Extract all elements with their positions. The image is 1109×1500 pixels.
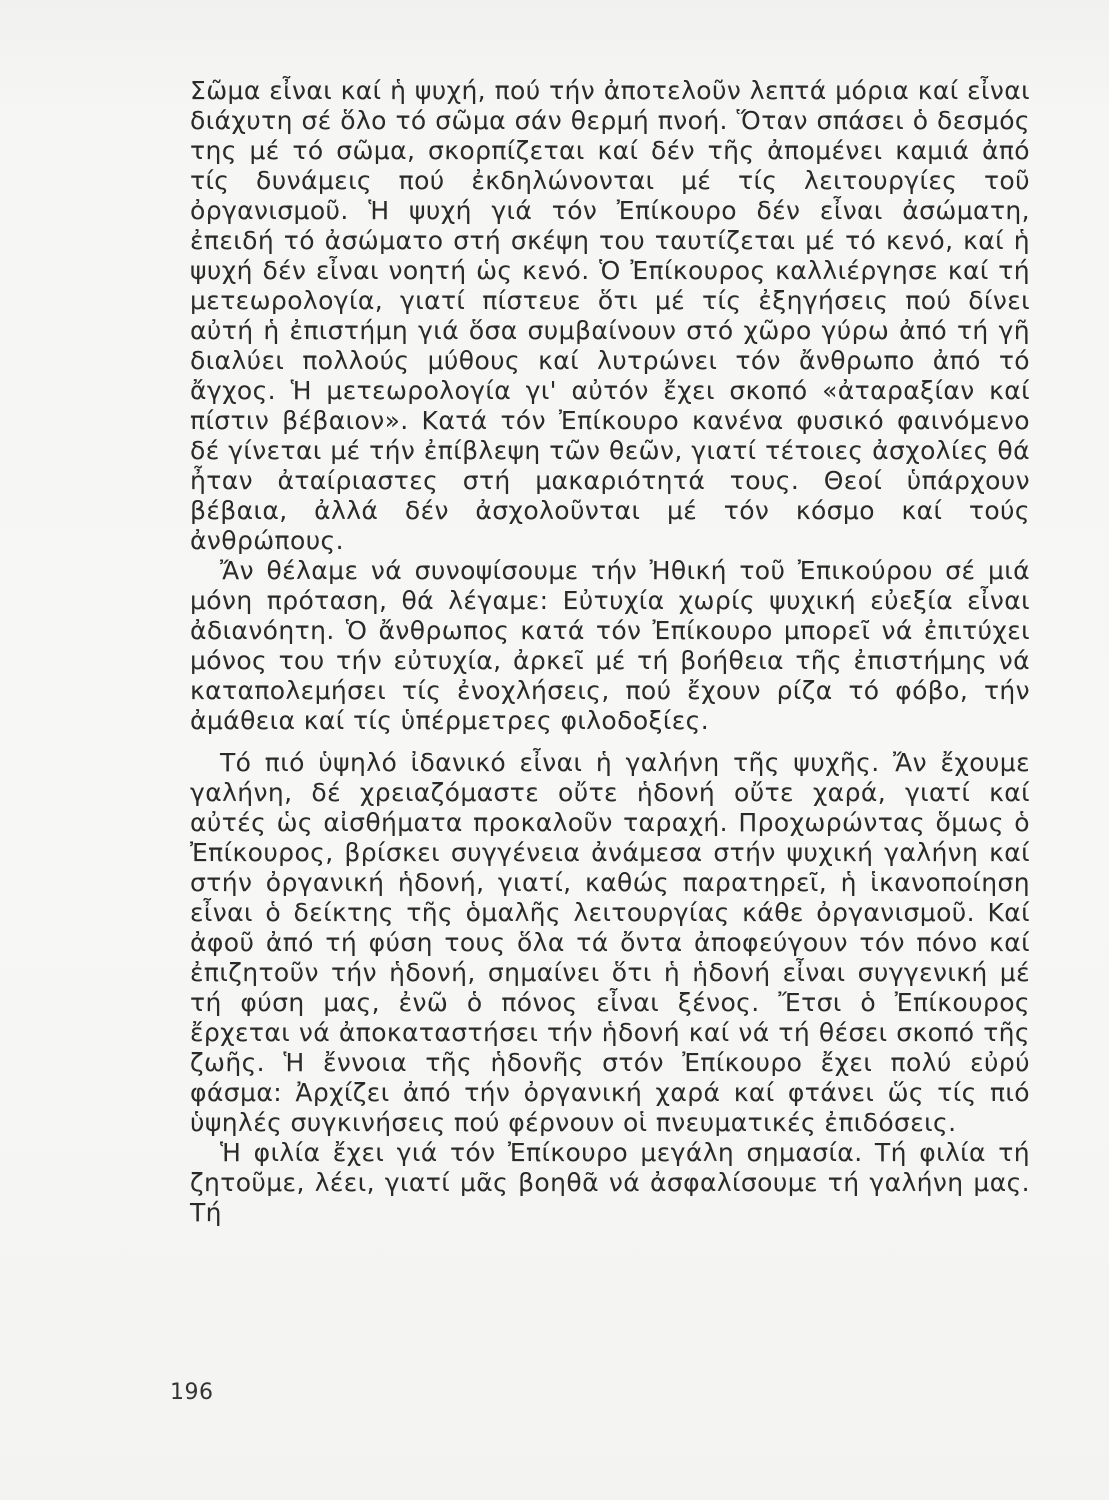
paragraph-1: Σῶμα εἶναι καί ἡ ψυχή, πού τήν ἀποτελοῦν λεπτά μόρια καί εἶναι διάχυτη σέ ὅλο τό σῶμα σάν θερμή πνοή. Ὅταν σπάσει ὁ δεσμός της μέ τό σῶμα, σκορπίζεται καί δέν τῆς ἀπομένει καμιά ἀπό τίς δυνάμεις πού ἐκδηλώνονται μέ τίς λειτουργίες τοῦ ὀργανισμοῦ. Ἡ ψυχή γιά τόν Ἐπίκουρο δέν εἶναι ἀσώματη, ἐπειδή τό ἀσώματο στή σκέψη του ταυτίζεται μέ τό κενό, καί ἡ ψυχή δέν εἶναι νοητή ὡς κενό. Ὁ Ἐπίκουρος καλλιέργησε καί τή μετεωρολογία, γιατί πίστευε ὅτι μέ τίς ἐξηγήσεις πού δίνει αὐτή ἡ ἐπιστήμη γιά ὅσα συμβαίνουν στό χῶρο γύρω ἀπό τή γῆ διαλύει πολλούς μύθους καί λυτρώνει τόν ἄνθρωπο ἀπό τό ἄγχος. Ἡ μετεωρολογία γι' αὐτόν ἔχει σκοπό «ἀταραξίαν καί πίστιν βέβαιον». Κατά τόν Ἐπίκουρο κανένα φυσικό φαινόμενο δέ γίνεται μέ τήν ἐπίβλεψη τῶν θεῶν, γιατί τέτοιες ἀσχολίες θά ἦταν ἀταίριαστες στή μακαριότητά τους. Θεοί ὑπάρχουν βέβαια, ἀλλά δέν ἀσχολοῦνται μέ τόν κόσμο καί τούς ἀνθρώπους.: [190, 76, 1030, 555]
paragraph-2: Ἄν θέλαμε νά συνοψίσουμε τήν Ἠθική τοῦ Ἐπικούρου σέ μιά μόνη πρόταση, θά λέγαμε: Εὐτυχία χωρίς ψυχική εὐεξία εἶναι ἀδιανόητη. Ὁ ἄνθρωπος κατά τόν Ἐπίκουρο μπορεῖ νά ἐπιτύχει μόνος του τήν εὐτυχία, ἀρκεῖ μέ τή βοήθεια τῆς ἐπιστήμης νά καταπολεμήσει τίς ἐνοχλήσεις, πού ἔχουν ρίζα τό φόβο, τήν ἀμάθεια καί τίς ὑπέρμετρες φιλοδοξίες.: [190, 556, 1030, 735]
paragraph-3: Τό πιό ὑψηλό ἰδανικό εἶναι ἡ γαλήνη τῆς ψυχῆς. Ἄν ἔχουμε γαλήνη, δέ χρειαζόμαστε οὔτε ἡδονή οὔτε χαρά, γιατί καί αὐτές ὡς αἰσθήματα προκαλοῦν ταραχή. Προχωρώντας ὅμως ὁ Ἐπίκουρος, βρίσκει συγγένεια ἀνάμεσα στήν ψυχική γαλήνη καί στήν ὀργανική ἡδονή, γιατί, καθώς παρατηρεῖ, ἡ ἱκανοποίηση εἶναι ὁ δείκτης τῆς ὁμαλῆς λειτουργίας κάθε ὀργανισμοῦ. Καί ἀφοῦ ἀπό τή φύση τους ὅλα τά ὄντα ἀποφεύγουν τόν πόνο καί ἐπιζητοῦν τήν ἡδονή, σημαίνει ὅτι ἡ ἡδονή εἶναι συγγενική μέ τή φύση μας, ἐνῶ ὁ πόνος εἶναι ξένος. Ἔτσι ὁ Ἐπίκουρος ἔρχεται νά ἀποκαταστήσει τήν ἡδονή καί νά τή θέσει σκοπό τῆς ζωῆς. Ἡ ἔννοια τῆς ἡδονῆς στόν Ἐπίκουρο ἔχει πολύ εὐρύ φάσμα: Ἀρχίζει ἀπό τήν ὀργανική χαρά καί φτάνει ὥς τίς πιό ὑψηλές συγκινήσεις πού φέρνουν οἱ πνευματικές ἐπιδόσεις.: [190, 748, 1030, 1137]
page-number: 196: [170, 1380, 214, 1405]
paragraph-4: Ἡ φιλία ἔχει γιά τόν Ἐπίκουρο μεγάλη σημασία. Τή φιλία τή ζητοῦμε, λέει, γιατί μᾶς βοηθᾶ νά ἀσφαλίσουμε τή γαλήνη μας. Τή: [190, 1138, 1030, 1227]
body-text: [190, 76, 1030, 1228]
